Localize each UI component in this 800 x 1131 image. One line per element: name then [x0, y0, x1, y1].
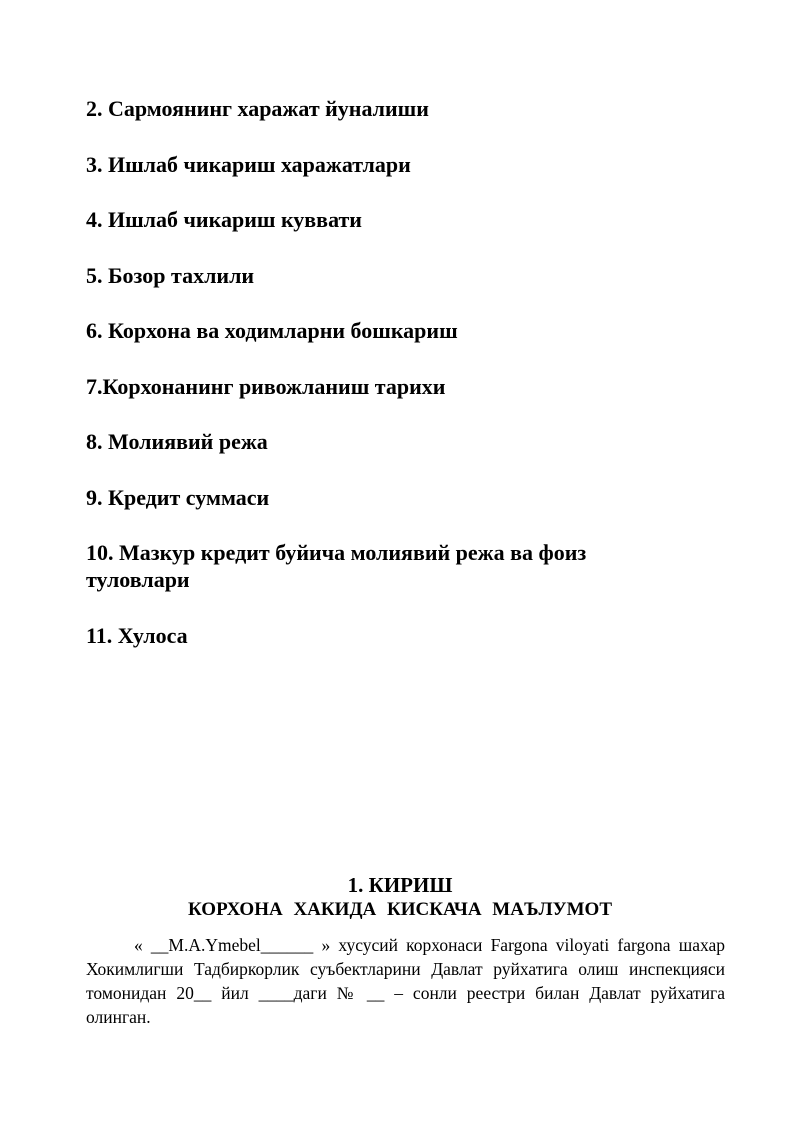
toc-item-4: 4. Ишлаб чикариш куввати: [86, 207, 362, 232]
toc-item-10: 10. Мазкур кредит буйича молиявий режа ва фоиз туловлари: [86, 540, 587, 592]
toc-item-3: 3. Ишлаб чикариш харажатлари: [86, 152, 411, 177]
toc-item-9: 9. Кредит суммаси: [86, 485, 270, 510]
toc-item-2: 2. Сармоянинг харажат йуналиши: [86, 96, 429, 121]
intro-paragraph: « __M.A.Ymebel______ » хусусий корхонаси Fargona viloyati fargona шахар Хокимлигши Тадбиркорлик суъбектларини Давлат руйхатига олиш инспекцияси томонидан 20__ йил ____даги № __ – сонли реестри билан Давлат руйхатига олинган.: [86, 935, 725, 1027]
section-subtitle: КОРХОНА ХАКИДА КИСКАЧА МАЪЛУМОТ: [188, 899, 612, 920]
toc-item-6: 6. Корхона ва ходимларни бошкариш: [86, 318, 458, 343]
toc-item-7: 7.Корхонанинг ривожланиш тарихи: [86, 374, 446, 399]
toc-item-5: 5. Бозор тахлили: [86, 263, 255, 288]
section-title: 1. КИРИШ: [347, 873, 453, 897]
toc-item-11: 11. Хулоса: [86, 623, 188, 648]
toc-item-8: 8. Молиявий режа: [86, 429, 268, 454]
